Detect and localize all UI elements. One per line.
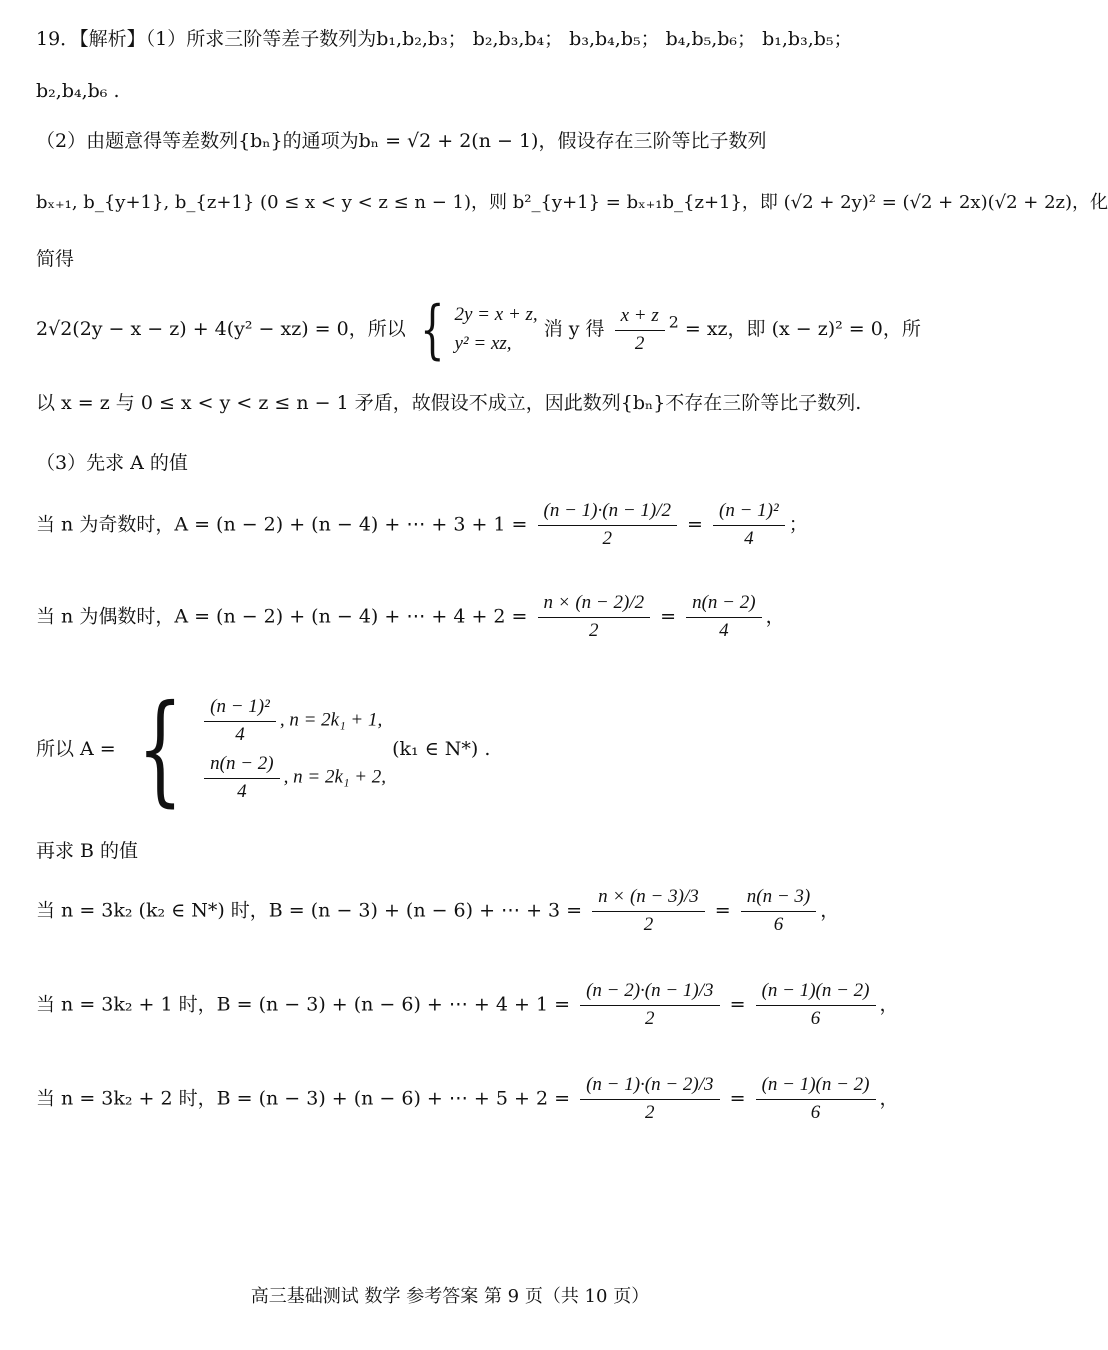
solution-line-7: 以 x = z 与 0 ≤ x < y < z ≤ n − 1 矛盾，故假设不成立，因此数列{bₙ}不存在三阶等比子数列. — [36, 392, 862, 414]
fraction-even-1: $\frac{n \times (n - 2)/2}{2}$ — [538, 592, 651, 643]
solution-line-12: 再求 B 的值 — [36, 840, 139, 862]
system-row-1: 2y = x + z, — [454, 304, 538, 326]
eq-result: = xz，即 (x − z)² = 0，所 — [684, 318, 921, 340]
solution-line-8: （3）先求 A 的值 — [36, 452, 188, 474]
solution-line-15: 当 n = 3k₂ + 2 时，B = (n − 3) + (n − 6) + ⋯ + 5 + 2 = $\frac{(n - 1)\cdot(n - 2)/3}{2}$ = $\frac{(n - 1)(n - 2)}{6}$ ， — [36, 1074, 899, 1123]
solution-line-2: b₂,b₄,b₆ . — [36, 80, 120, 102]
left-brace-icon: { — [137, 680, 183, 819]
fraction-b-case1-1: $\frac{n \times (n - 3)/3}{2}$ — [592, 886, 705, 937]
fraction-b-case3-1: $\frac{(n - 1)\cdot(n - 2)/3}{2}$ — [580, 1074, 719, 1125]
fraction-odd-1: $\frac{(n - 1)\cdot(n - 1)/2}{2}$ — [538, 500, 677, 551]
system-of-equations — [412, 293, 538, 367]
fraction-b-case2-1: $\frac{(n - 2)\cdot(n - 1)/3}{2}$ — [580, 980, 719, 1031]
system-row-2: y² = xz, — [454, 333, 512, 354]
eliminate-y-text: 消 y 得 — [543, 318, 605, 340]
solution-line-6: 2√2(2y − x − z) + 4(y² − xz) = 0，所以 { 2y = x + z, y² = xz, 消 y 得 $\frac{x + z}{2}$ $^2$ = xz，即 (x − z)² = 0，所 — [36, 293, 921, 367]
eq-simplified: 2√2(2y − x − z) + 4(y² − xz) = 0，所以 — [36, 318, 406, 340]
solution-line-3: （2）由题意得等差数列{bₙ}的通项为bₙ = √2 + 2(n − 1)，假设存在三阶等比子数列 — [36, 130, 767, 152]
fraction-b-case2-2: $\frac{(n - 1)(n - 2)}{6}$ — [756, 980, 876, 1031]
piecewise-row-1: $\frac{\text{(n − 1)²}}{4}$ , n = 2k₁ + 1, — [200, 696, 386, 747]
solution-line-4: bₓ₊₁, b_{y+1}, b_{z+1} (0 ≤ x < y < z ≤ n − 1)，则 b²_{y+1} = bₓ₊₁b_{z+1}，即 (√2 + 2y)² = (√2 + 2x)(√2 + 2z)，化 — [36, 192, 1108, 213]
fraction-even-2: $\frac{n(n - 2)}{4}$ — [686, 592, 761, 643]
page-footer: 高三基础测试 数学 参考答案 第 9 页（共 10 页） — [250, 1286, 650, 1307]
fraction-odd-2: $\frac{\text{(n − 1)²}}{4}$ — [713, 500, 785, 551]
piecewise-row-2: $\frac{n(n - 2)}{4}$ , n = 2k₁ + 2, — [200, 753, 386, 804]
k1-condition: (k₁ ∈ N*) . — [392, 738, 491, 760]
solution-line-9: 当 n 为奇数时，A = (n − 2) + (n − 4) + ⋯ + 3 + 1 = $\frac{(n - 1)\cdot(n - 1)/2}{2}$ = $\frac{\text{(n − 1)²}}{4}$ ； — [36, 500, 808, 549]
left-brace-icon: { — [419, 293, 445, 367]
piecewise-A — [122, 680, 387, 819]
fraction-b-case1-2: $\frac{n(n - 3)}{6}$ — [741, 886, 816, 937]
solution-line-13: 当 n = 3k₂ (k₂ ∈ N*) 时，B = (n − 3) + (n − 6) + ⋯ + 3 = $\frac{n \times (n - 3)/3}{2}$ = $\frac{n(n - 3)}{6}$ ， — [36, 886, 840, 935]
fraction-b-case3-2: $\frac{(n - 1)(n - 2)}{6}$ — [756, 1074, 876, 1125]
solution-line-5: 简得 — [36, 248, 75, 270]
solution-line-10: 当 n 为偶数时，A = (n − 2) + (n − 4) + ⋯ + 4 + 2 = $\frac{n \times (n - 2)/2}{2}$ = $\frac{n(n - 2)}{4}$ ， — [36, 592, 785, 641]
fraction-x-plus-z-over-2: $\frac{x + z}{2}$ — [615, 305, 665, 356]
solution-line-11: 所以 A = { $\frac{\text{(n − 1)²}}{4}$ , n = 2k₁ + 1, $\frac{n(n - 2)}{4}$ , n = 2k₁ + 2, (k₁ ∈ N*) . — [36, 680, 491, 819]
solution-line-1: 19．【解析】（1）所求三阶等差子数列为b₁,b₂,b₃； b₂,b₃,b₄； b₃,b₄,b₅； b₄,b₅,b₆； b₁,b₃,b₅； — [36, 28, 853, 50]
solution-line-14: 当 n = 3k₂ + 1 时，B = (n − 3) + (n − 6) + ⋯ + 4 + 1 = $\frac{(n - 2)\cdot(n - 1)/3}{2}$ = $\frac{(n - 1)(n - 2)}{6}$ ， — [36, 980, 899, 1029]
